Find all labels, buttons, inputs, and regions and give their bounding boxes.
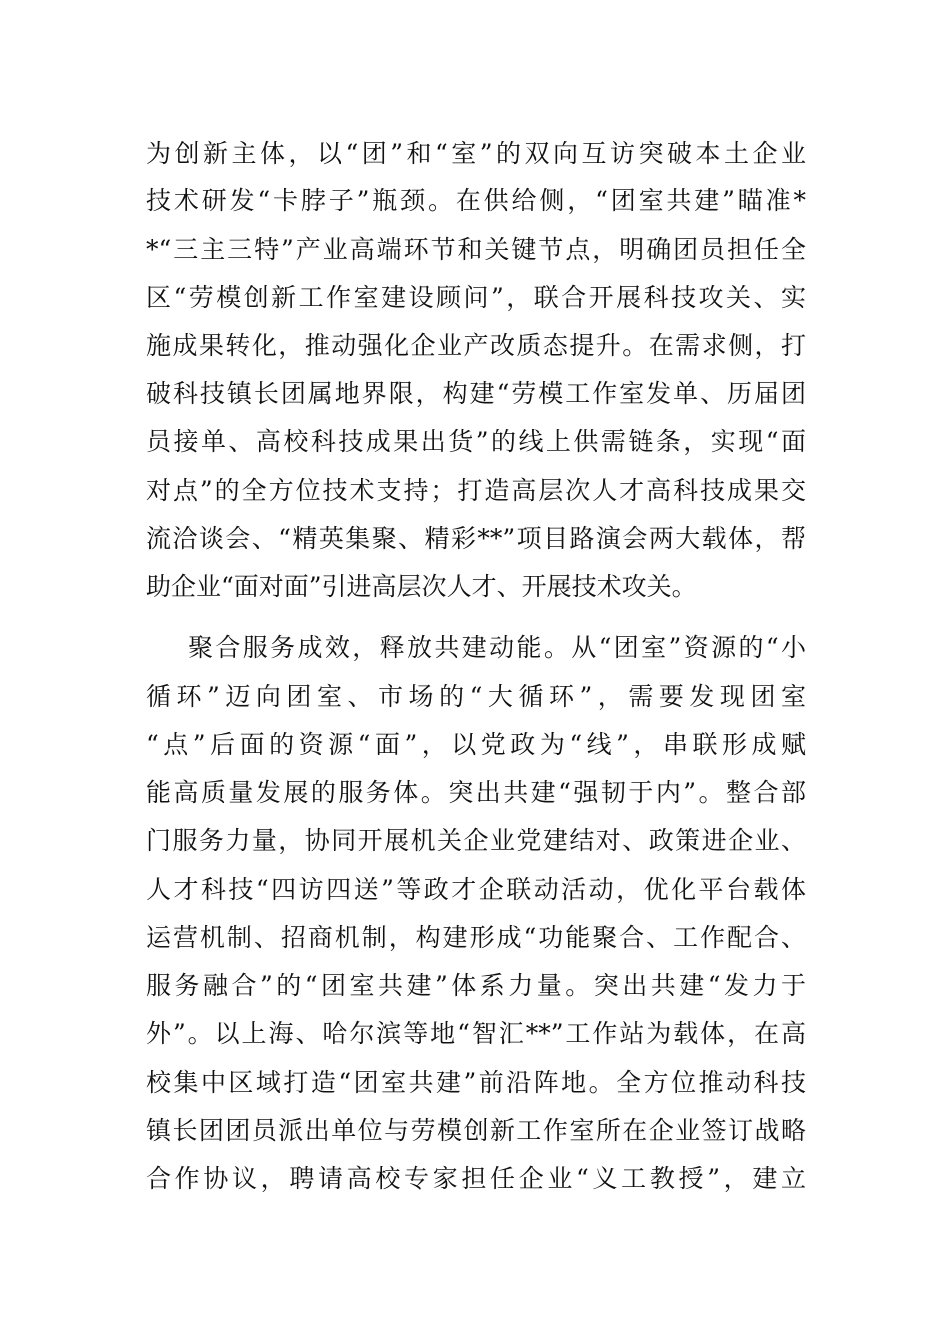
text-line: 镇长团团员派出单位与劳模创新工作室所在企业签订战略 bbox=[146, 1116, 806, 1145]
text-line: *“三主三特”产业高端环节和关键节点，明确团员担任全 bbox=[146, 235, 806, 264]
text-line: 合作协议，聘请高校专家担任企业“义工教授”，建立 bbox=[146, 1164, 806, 1193]
text-line: 流洽谈会、“精英集聚、精彩**”项目路演会两大载体，帮 bbox=[146, 524, 806, 553]
text-line: 外”。以上海、哈尔滨等地“智汇**”工作站为载体，在高 bbox=[146, 1019, 806, 1048]
text-line: 施成果转化，推动强化企业产改质态提升。在需求侧，打 bbox=[146, 331, 806, 360]
text-line: 对点”的全方位技术支持；打造高层次人才高科技成果交 bbox=[146, 476, 806, 505]
text-line: 技术研发“卡脖子”瓶颈。在供给侧，“团室共建”瞄准* bbox=[146, 186, 806, 215]
text-line: “点”后面的资源“面”，以党政为“线”，串联形成赋 bbox=[146, 730, 806, 759]
text-line: 人才科技“四访四送”等政才企联动活动，优化平台载体 bbox=[146, 875, 806, 904]
text-line: 门服务力量，协同开展机关企业党建结对、政策进企业、 bbox=[146, 826, 806, 855]
paragraph-start-line: 聚合服务成效，释放共建动能。从“团室”资源的“小 bbox=[188, 633, 806, 662]
text-line: 能高质量发展的服务体。突出共建“强韧于内”。整合部 bbox=[146, 778, 806, 807]
text-line: 助企业“面对面”引进高层次人才、开展技术攻关。 bbox=[146, 572, 697, 601]
text-line: 破科技镇长团属地界限，构建“劳模工作室发单、历届团 bbox=[146, 379, 806, 408]
text-line: 为创新主体，以“团”和“室”的双向互访突破本土企业 bbox=[146, 139, 806, 168]
text-line: 循环”迈向团室、市场的“大循环”，需要发现团室 bbox=[146, 682, 806, 711]
text-line: 服务融合”的“团室共建”体系力量。突出共建“发力于 bbox=[146, 971, 806, 1000]
text-line: 运营机制、招商机制，构建形成“功能聚合、工作配合、 bbox=[146, 923, 806, 952]
text-line: 员接单、高校科技成果出货”的线上供需链条，实现“面 bbox=[146, 427, 806, 456]
text-line: 校集中区域打造“团室共建”前沿阵地。全方位推动科技 bbox=[146, 1068, 806, 1097]
text-line: 区“劳模创新工作室建设顾问”，联合开展科技攻关、实 bbox=[146, 283, 806, 312]
